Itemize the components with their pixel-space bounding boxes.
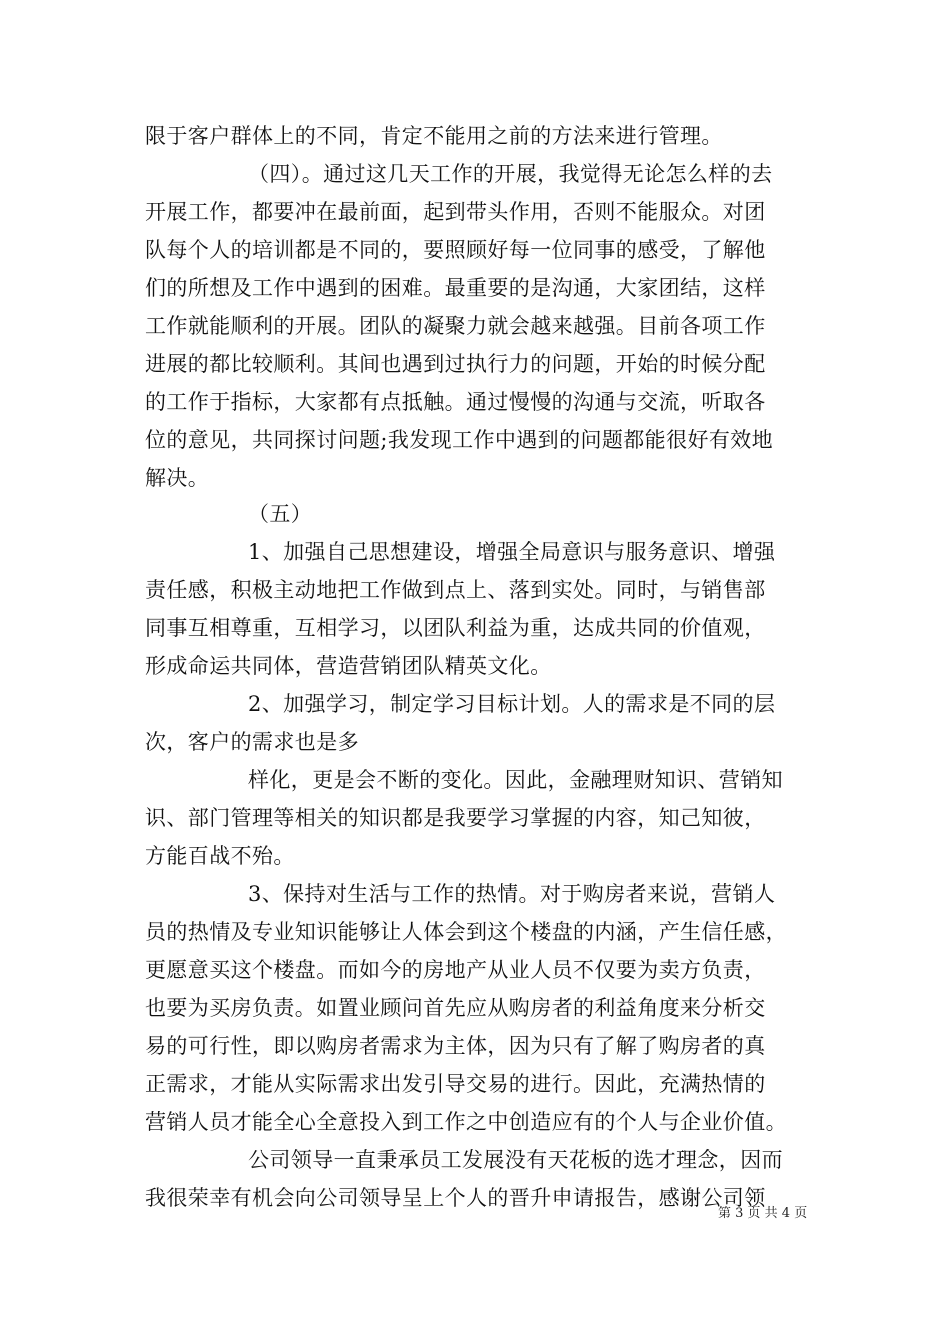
text-line: 识、部门管理等相关的知识都是我要学习掌握的内容，知己知彼， xyxy=(145,806,766,830)
text-line: 解决。 xyxy=(145,466,210,490)
text-line: 更愿意买这个楼盘。而如今的房地产从业人员不仅要为卖方负责， xyxy=(145,958,766,982)
text-line: 样化，更是会不断的变化。因此，金融理财知识、营销知 xyxy=(248,768,783,792)
text-line: 公司领导一直秉承员工发展没有天花板的选才理念，因而 xyxy=(248,1148,783,1172)
text-line: 们的所想及工作中遇到的困难。最重要的是沟通，大家团结，这样 xyxy=(145,276,766,300)
text-line: 方能百战不殆。 xyxy=(145,844,295,868)
section-heading: （五） xyxy=(248,502,313,526)
text-line: 员的热情及专业知识能够让人体会到这个楼盘的内涵，产生信任感， xyxy=(145,920,787,944)
text-line: 我很荣幸有机会向公司领导呈上个人的晋升申请报告，感谢公司领 xyxy=(145,1186,766,1210)
text-line: 同事互相尊重，互相学习，以团队利益为重，达成共同的价值观， xyxy=(145,616,766,640)
text-line: 限于客户群体上的不同，肯定不能用之前的方法来进行管理。 xyxy=(145,124,723,148)
text-line: 1、加强自己思想建设，增强全局意识与服务意识、增强 xyxy=(248,540,776,564)
text-line: 位的意见，共同探讨问题;我发现工作中遇到的问题都能很好有效地 xyxy=(145,428,774,452)
text-line: 进展的都比较顺利。其间也遇到过执行力的问题，开始的时候分配 xyxy=(145,352,766,376)
text-line: 3、保持对生活与工作的热情。对于购房者来说，营销人 xyxy=(248,882,776,906)
text-line: 形成命运共同体，营造营销团队精英文化。 xyxy=(145,654,552,678)
text-line: 责任感，积极主动地把工作做到点上、落到实处。同时，与销售部 xyxy=(145,578,766,602)
text-line: （四）。通过这几天工作的开展，我觉得无论怎么样的去 xyxy=(248,162,773,186)
text-line: 正需求，才能从实际需求出发引导交易的进行。因此，充满热情的 xyxy=(145,1072,766,1096)
text-line: 2、加强学习，制定学习目标计划。人的需求是不同的层 xyxy=(248,692,776,716)
page-number-footer: 第 3 页 共 4 页 xyxy=(718,1206,808,1221)
text-line: 也要为买房负责。如置业顾问首先应从购房者的利益角度来分析交 xyxy=(145,996,766,1020)
text-line: 次，客户的需求也是多 xyxy=(145,730,359,754)
text-line: 营销人员才能全心全意投入到工作之中创造应有的个人与企业价值。 xyxy=(145,1110,787,1134)
text-line: 易的可行性，即以购房者需求为主体，因为只有了解了购房者的真 xyxy=(145,1034,766,1058)
text-line: 开展工作，都要冲在最前面，起到带头作用，否则不能服众。对团 xyxy=(145,200,766,224)
text-line: 工作就能顺利的开展。团队的凝聚力就会越来越强。目前各项工作 xyxy=(145,314,766,338)
text-line: 的工作于指标，大家都有点抵触。通过慢慢的沟通与交流，听取各 xyxy=(145,390,766,414)
text-line: 队每个人的培训都是不同的，要照顾好每一位同事的感受，了解他 xyxy=(145,238,766,262)
